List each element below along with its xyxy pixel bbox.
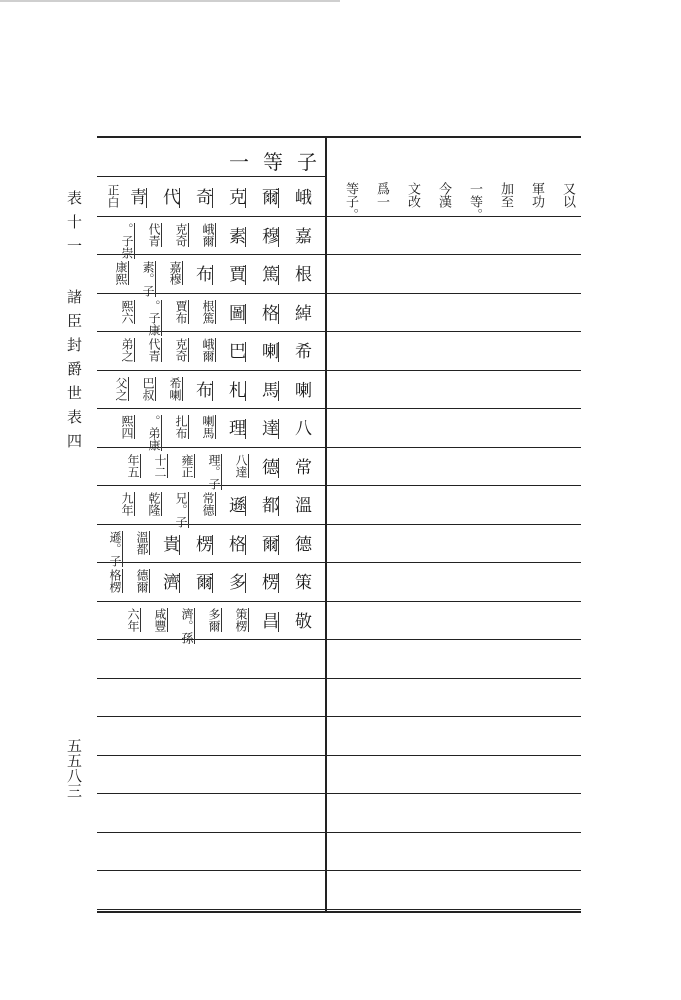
annotation-column: 理。子 <box>207 453 221 490</box>
annotation-column: 父之 <box>114 376 128 401</box>
row-separator <box>97 716 581 717</box>
annotation-column: 克奇 <box>174 222 188 247</box>
annotation-column: 濟。孫 <box>180 607 194 644</box>
name-character: 爾 <box>192 573 212 593</box>
annotation-column: 代青 <box>147 338 161 362</box>
name-character: 克 <box>225 188 245 208</box>
row-separator <box>97 562 581 563</box>
row-separator <box>97 216 581 217</box>
name-character: 楞 <box>192 534 212 555</box>
name-character: 格 <box>258 303 278 324</box>
annotation-column: 代青 <box>147 222 161 247</box>
name-character: 代 <box>159 188 179 208</box>
table-bottom-border <box>97 911 581 913</box>
name-character: 喇 <box>291 380 311 401</box>
name-character: 札 <box>225 380 245 401</box>
row-separator <box>97 370 581 371</box>
annotation-column: 遜。子 <box>108 530 122 567</box>
annotation-column: 巴叔 <box>141 376 155 401</box>
name-character: 賈 <box>225 265 245 285</box>
annotation-column: 熙四 <box>120 415 134 439</box>
annotation-column: 克奇 <box>174 338 188 362</box>
name-character: 爾 <box>258 534 278 555</box>
name-character: 篤 <box>258 265 278 285</box>
name-character: 青 <box>126 188 146 208</box>
name-character: 根 <box>291 265 311 285</box>
row-separator <box>97 408 581 409</box>
row-separator <box>97 485 581 486</box>
peerage-table <box>97 136 581 912</box>
name-character: 格 <box>225 534 245 555</box>
annotation-column: 嘉穆 <box>168 261 182 285</box>
name-character: 布 <box>192 380 212 401</box>
note-column-text: 軍功 <box>529 182 544 208</box>
note-column-text: 加至 <box>498 182 513 208</box>
name-character: 馬 <box>258 380 278 401</box>
name-character: 圖 <box>225 303 245 324</box>
header-underline <box>97 176 326 177</box>
name-character: 德 <box>291 534 311 555</box>
annotation-column: 弟之 <box>120 338 134 362</box>
annotation-column: 。弟康 <box>147 415 161 451</box>
table-header: 一等子 <box>229 150 331 174</box>
row-separator <box>97 447 581 448</box>
name-character: 嘉 <box>291 226 311 247</box>
row-separator <box>97 331 581 332</box>
annotation-column: 策楞 <box>234 607 248 632</box>
annotation-column: 扎布 <box>174 415 188 439</box>
annotation-column: 九年 <box>120 492 134 516</box>
name-character: 穆 <box>258 226 278 247</box>
name-character: 都 <box>258 496 278 516</box>
name-character: 素 <box>225 226 245 247</box>
row-separator <box>97 870 581 871</box>
annotation-column: 乾隆 <box>147 492 161 516</box>
annotation-column: 熙六 <box>120 299 134 324</box>
name-character: 奇 <box>192 188 212 208</box>
name-character: 遜 <box>225 496 245 516</box>
annotation-column: 雍正 <box>180 453 194 478</box>
banner-note: 正白 <box>106 184 120 208</box>
side-title: 表十一 諸臣封爵世表四 <box>65 190 83 457</box>
name-character: 希 <box>291 342 311 362</box>
name-character: 八 <box>291 419 311 439</box>
name-character: 溫 <box>291 496 311 516</box>
name-character: 喇 <box>258 342 278 362</box>
name-character: 貴 <box>159 534 179 555</box>
name-character: 策 <box>291 573 311 593</box>
annotation-column: 十二 <box>153 453 167 478</box>
annotation-column: 咸豐 <box>153 607 167 632</box>
note-column-text: 又以 <box>560 182 575 208</box>
page-number: 五五八三 <box>65 738 83 798</box>
note-column-text: 文改 <box>405 182 420 208</box>
annotation-column: 。子康 <box>147 299 161 336</box>
row-separator <box>97 254 581 255</box>
name-character: 楞 <box>258 573 278 593</box>
row-separator <box>97 293 581 294</box>
annotation-column: 希喇 <box>168 376 182 401</box>
row-separator <box>97 832 581 833</box>
row-separator <box>97 678 581 679</box>
note-column-text: 一等。 <box>467 182 482 221</box>
annotation-column: 兄。子 <box>174 492 188 528</box>
name-character: 達 <box>258 419 278 439</box>
name-character: 布 <box>192 265 212 285</box>
annotation-column: 喇馬 <box>201 415 215 439</box>
note-column-text: 爲一 <box>374 182 389 208</box>
annotation-column: 賈布 <box>174 299 188 324</box>
row-separator <box>97 909 581 910</box>
name-character: 綽 <box>291 303 311 324</box>
note-column-text: 等子。 <box>343 182 358 221</box>
name-character: 巴 <box>225 342 245 362</box>
row-separator <box>97 601 581 602</box>
row-separator <box>97 524 581 525</box>
annotation-column: 。子崇 <box>120 222 134 259</box>
name-character: 敬 <box>291 611 311 632</box>
annotation-column: 德爾 <box>135 569 149 593</box>
name-character: 理 <box>225 419 245 439</box>
annotation-column: 康熙 <box>114 261 128 285</box>
name-character: 昌 <box>258 611 278 632</box>
annotation-column: 常德 <box>201 492 215 516</box>
annotation-column: 素。子 <box>141 261 155 297</box>
annotation-column: 年五 <box>126 453 140 478</box>
annotation-column: 八達 <box>234 453 248 478</box>
annotation-column: 六年 <box>126 607 140 632</box>
table-top-border <box>97 136 581 138</box>
name-character: 德 <box>258 457 278 478</box>
annotation-column: 多爾 <box>207 607 221 632</box>
annotation-column: 根篤 <box>201 299 215 324</box>
name-character: 爾 <box>258 188 278 208</box>
name-character: 多 <box>225 573 245 593</box>
name-character: 常 <box>291 457 311 478</box>
annotation-column: 溫都 <box>135 530 149 555</box>
scan-edge-line <box>0 0 340 2</box>
note-column-text: 今漢 <box>436 182 451 208</box>
row-separator <box>97 793 581 794</box>
name-character: 濟 <box>159 573 179 593</box>
row-separator <box>97 639 581 640</box>
annotation-column: 峨爾 <box>201 338 215 362</box>
name-character: 峨 <box>291 188 311 208</box>
row-separator <box>97 755 581 756</box>
annotation-column: 峨爾 <box>201 222 215 247</box>
annotation-column: 格楞 <box>108 569 122 593</box>
